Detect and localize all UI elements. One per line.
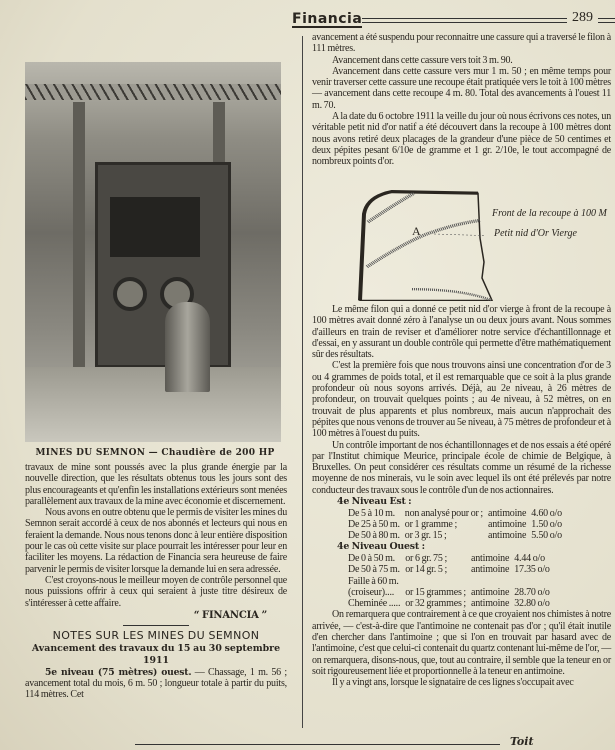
table-cell: De 0 à 50 m. <box>348 552 395 564</box>
paragraph: Avancement dans cette cassure vers mur 1 m. 50 ; en même temps pour venir traverser cette cassure une recoupe était pratiquée vers le toit à 100 mètres — avancement dans cette recoupe 4 m. 80. Total des avancements à l'ouest 11 m. 70. <box>312 65 611 111</box>
header-rule-right <box>598 18 615 23</box>
level-heading: 5e niveau (75 mètres) ouest. <box>45 666 192 678</box>
table-row <box>348 564 555 575</box>
label-front: Front de la recoupe à 100 M <box>492 208 607 219</box>
results-table-ouest <box>348 553 555 609</box>
table-cell: Faille à 60 m. <box>348 575 399 587</box>
pillar <box>73 102 85 372</box>
paragraph: Avancement dans cette cassure vers toit 3 m. 90. <box>332 54 513 66</box>
page-number: 289 <box>572 10 593 25</box>
boiler <box>95 162 231 368</box>
table-cell: or 14 gr. 5 ; <box>405 564 448 576</box>
gallery-outline <box>360 192 492 301</box>
paragraph: avancement a été suspendu pour reconnaitre une cassure qui a traversé le filon à 111 mètres. <box>312 32 611 55</box>
results-table-est <box>348 508 567 542</box>
photo-caption: MINES DU SEMNON — Chaudière de 200 HP <box>35 448 275 458</box>
leader-line <box>434 234 484 236</box>
paragraph: On remarquera que contrairement à ce que croyaient nos chimistes à notre arrivée, — c'est-à-dire que l'antimoine ne contenait pas d'or ; qu'il était inutile d'en chercher dans l'antimoine ; que si l'on en trouvait par hasard avec de l'antimoine, c'est que celui-ci contenait du quartz contenant lui-même de l'or, — on remarquera, disons-nous, que, tout au contraire, il semble que la teneur en or soit rigoureusement liée et proportionnelle à la teneur en antimoine. <box>312 609 611 677</box>
table-row <box>348 519 567 530</box>
table-row <box>348 598 555 609</box>
table-cell: antimoine <box>471 598 510 610</box>
boiler-door <box>110 197 200 257</box>
label-a: A <box>412 224 421 238</box>
table-row <box>348 553 555 564</box>
vein-main <box>367 220 480 266</box>
section-rule <box>123 625 189 626</box>
paragraph: Il y a vingt ans, lorsque le signataire de ces lignes s'occupait avec <box>332 677 574 689</box>
table-cell: De 50 à 75 m. <box>348 564 400 576</box>
table-cell: antimoine <box>471 564 510 576</box>
header-rule <box>362 18 567 23</box>
column-divider <box>302 36 303 728</box>
table-cell: or 32 grammes ; <box>405 598 467 610</box>
masthead-title: Financia <box>292 11 363 27</box>
right-column-bottom <box>312 304 611 689</box>
gallery-wall <box>360 192 478 301</box>
table-cell: antimoine <box>471 586 510 598</box>
level-heading: 4e Niveau Ouest : <box>337 541 425 553</box>
table-cell: or 6 gr. 75 ; <box>405 552 448 564</box>
paragraph <box>25 667 287 701</box>
table-cell: 32.80 o/o <box>514 598 550 610</box>
table-cell: 4.60 o/o <box>531 507 562 519</box>
signature: “ FINANCIA ” <box>193 609 267 621</box>
paragraph: travaux de mine sont poussés avec la plus grande énergie par la nouvelle direction, que les résultats obtenus tous les jours sont des plus encourageants et qu'enfin les installations extérieurs sont menées parallèlement aux travaux de la mine avec économie et discernement. <box>25 462 287 507</box>
paragraph: Nous avons en outre obtenu que le permis de visiter les mines du Semnon serait accordé à ceux de nos abonnés et lecteurs qui nous en feraient la demande. Nous nous tenons donc à leur entière disposition pour le cas où cette visite sur place pourrait les intéresser pour leur en faciliter les moyens. La rédaction de Financia sera heureuse de faire parvenir le permis de visiter lorsque la demande lui en sera adressée. <box>25 507 287 575</box>
floor <box>25 367 281 442</box>
boiler-photo <box>25 62 281 442</box>
table-cell: 1.50 o/o <box>531 518 562 530</box>
table-cell: antimoine <box>488 518 527 530</box>
table-cell: 4.44 o/o <box>514 552 545 564</box>
table-cell <box>405 576 471 587</box>
table-cell: 28.70 o/o <box>514 586 550 598</box>
roof-truss <box>25 84 281 100</box>
paragraph: C'est la première fois que nous trouvons ainsi une concentration d'or de 3 ou 4 grammes de poids total, et il est remarquable que ce soit à la plus grande profondeur où nous soyons arrivés. Déjà, au 2e niveau, à 26 mètres de profondeur, on trouvait quelques points ; au 4e niveau, à 52 mètres, on en trouvait de plus apparents et plus nombreux, mais aucun n'approchait des pépites que nous venons de trouver au 5e niveau, à 75 mètres de profondeur et à 100 mètres à l'ouest du puits. <box>312 360 611 440</box>
table-cell: De 5 à 10 m. <box>348 507 395 519</box>
label-nid: Petit nid d'Or Vierge <box>494 228 577 239</box>
left-column <box>25 462 287 701</box>
table-cell: (croiseur).... <box>348 586 395 598</box>
table-cell: De 25 à 50 m. <box>348 518 400 530</box>
tank <box>165 302 210 392</box>
table-cell: or 15 grammes ; <box>405 586 467 598</box>
section-subtitle: Avancement des travaux du 15 au 30 septembre 1911 <box>31 642 281 666</box>
table-cell: De 50 à 80 m. <box>348 530 400 542</box>
table-cell: antimoine <box>471 552 510 564</box>
table-cell: or 3 gr. 15 ; <box>404 530 447 542</box>
table-cell: antimoine <box>488 507 527 519</box>
vein-diagram <box>312 182 612 302</box>
table-cell <box>514 576 554 587</box>
level-heading: 4e Niveau Est : <box>337 496 412 508</box>
table-cell: 17.35 o/o <box>514 564 550 576</box>
table-row <box>348 530 567 541</box>
table-cell: non analysé pour or ; <box>404 507 484 519</box>
catchword: Toit <box>510 735 534 748</box>
paragraph: Le même filon qui a donné ce petit nid d'or vierge à front de la recoupe à 100 mètres avait donné zéro à l'analyse un ou deux jours avant. Nous sommes d'ailleurs en train de reviser et d'améliorer notre service d'échantillonnage et d'essai, en y assurant un double contrôle qui permette d'être mathématiquement sûr des résultats. <box>312 304 611 361</box>
table-cell: or 1 gramme ; <box>404 518 458 530</box>
table-cell: antimoine <box>488 530 527 542</box>
valve-wheel <box>113 277 147 311</box>
table-row <box>348 508 567 519</box>
paragraph: Un contrôle important de nos échantillonnages et de nos essais a été opéré par l'Institut chimique Meurice, principale école de chimie de Belgique, à Bruxelles. On peut considérer ces résultats comme un résumé de la richesse moyenne de nos minerais, vu le soin avec lequel ils ont été prélevés par notre conducteur des travaux sous le contrôle d'un de nos actionnaires. <box>312 439 611 496</box>
table-row <box>348 576 555 587</box>
paragraph: A la date du 6 octobre 1911 la veille du jour où nous écrivons ces notes, un véritable petit nid d'or natif a été découvert dans la recoupe à 100 mètres dont nous avons retiré deux placages de la grandeur d'une pièce de 50 centimes et deux pépites pesant 6/10e de gramme et 1 gr. 2/10e, le tout accompagné de nombreux points d'or. <box>312 111 611 168</box>
table-row <box>348 587 555 598</box>
vein-lower <box>412 289 492 300</box>
table-cell: Cheminée ..... <box>348 598 401 610</box>
right-column-top <box>312 32 611 168</box>
paragraph: C'est croyons-nous le meilleur moyen de contrôle personnel que nous puissions offrir à ceux qui seraient à juste titre désireux de s'intéresser à cette affaire. <box>25 574 287 609</box>
footer-rule <box>135 744 500 745</box>
table-cell: 5.50 o/o <box>531 530 562 542</box>
section-title: NOTES SUR LES MINES DU SEMNON <box>52 628 260 642</box>
level-text: — Chassage, 1 m. 56 ; avancement total du mois, 6 m. 50 ; longueur totale à partir du puits, 114 mètres. Cet <box>25 666 287 701</box>
table-cell <box>471 576 514 587</box>
